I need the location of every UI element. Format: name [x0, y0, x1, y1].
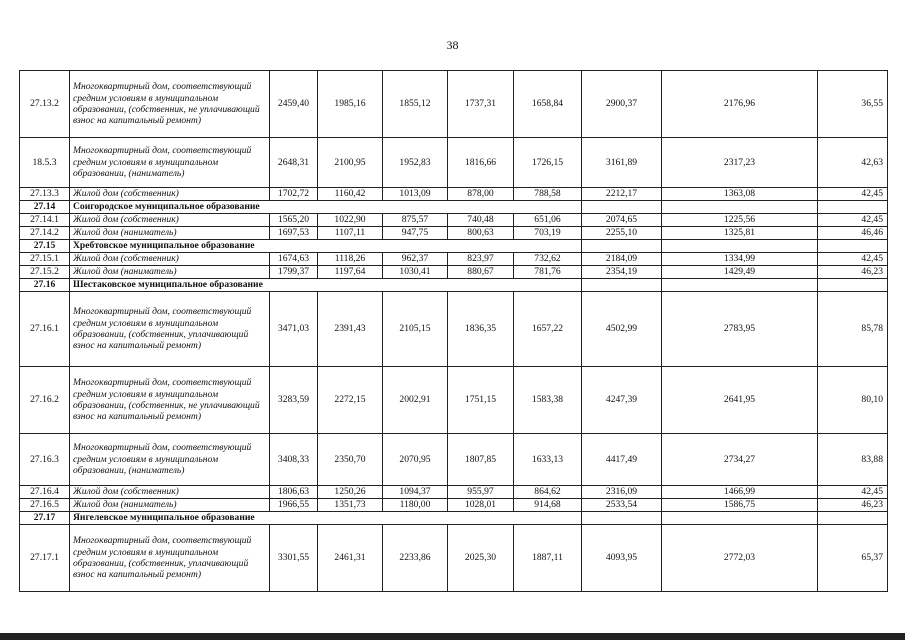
row-code: 27.16.3 [20, 434, 70, 486]
value-cell: 880,67 [448, 266, 514, 279]
value-cell: 3283,59 [270, 367, 318, 434]
empty-cell [662, 240, 818, 253]
value-cell: 4247,39 [582, 367, 662, 434]
table-row [20, 266, 888, 279]
row-code: 27.16.2 [20, 367, 70, 434]
empty-cell [662, 279, 818, 292]
value-cell: 1702,72 [270, 188, 318, 201]
value-cell: 703,19 [514, 227, 582, 240]
value-cell: 1363,08 [662, 188, 818, 201]
value-cell: 1674,63 [270, 253, 318, 266]
section-title: Шестаковское муниципальное образование [70, 279, 582, 292]
section-code: 27.16 [20, 279, 70, 292]
value-cell: 2354,19 [582, 266, 662, 279]
value-cell: 1225,56 [662, 214, 818, 227]
table-row [20, 367, 888, 434]
value-cell: 2648,31 [270, 138, 318, 188]
value-cell: 1751,15 [448, 367, 514, 434]
empty-cell [818, 512, 888, 525]
value-cell: 42,45 [818, 253, 888, 266]
section-row [20, 201, 888, 214]
value-cell: 2316,09 [582, 486, 662, 499]
value-cell: 1030,41 [383, 266, 448, 279]
value-cell: 1586,75 [662, 499, 818, 512]
value-cell: 1197,64 [318, 266, 383, 279]
value-cell: 1657,22 [514, 292, 582, 367]
value-cell: 878,00 [448, 188, 514, 201]
value-cell: 2255,10 [582, 227, 662, 240]
value-cell: 947,75 [383, 227, 448, 240]
value-cell: 2025,30 [448, 525, 514, 592]
value-cell: 1726,15 [514, 138, 582, 188]
value-cell: 1466,99 [662, 486, 818, 499]
empty-cell [662, 512, 818, 525]
row-description: Жилой дом (наниматель) [70, 266, 270, 279]
table-row [20, 253, 888, 266]
value-cell: 83,88 [818, 434, 888, 486]
value-cell: 875,57 [383, 214, 448, 227]
value-cell: 2350,70 [318, 434, 383, 486]
value-cell: 1160,42 [318, 188, 383, 201]
value-cell: 1351,73 [318, 499, 383, 512]
value-cell: 732,62 [514, 253, 582, 266]
value-cell: 2074,65 [582, 214, 662, 227]
row-code: 18.5.3 [20, 138, 70, 188]
value-cell: 2783,95 [662, 292, 818, 367]
value-cell: 1250,26 [318, 486, 383, 499]
section-code: 27.15 [20, 240, 70, 253]
value-cell: 823,97 [448, 253, 514, 266]
value-cell: 42,45 [818, 486, 888, 499]
empty-cell [582, 201, 662, 214]
empty-cell [582, 512, 662, 525]
section-code: 27.14 [20, 201, 70, 214]
row-description: Многоквартирный дом, соответствующий средним условиям в муниципальном образовании, (наниматель) [70, 138, 270, 188]
empty-cell [662, 201, 818, 214]
value-cell: 914,68 [514, 499, 582, 512]
row-description: Многоквартирный дом, соответствующий средним условиям в муниципальном образовании, (наниматель) [70, 434, 270, 486]
value-cell: 1836,35 [448, 292, 514, 367]
row-code: 27.15.2 [20, 266, 70, 279]
row-code: 27.16.4 [20, 486, 70, 499]
value-cell: 2233,86 [383, 525, 448, 592]
value-cell: 788,58 [514, 188, 582, 201]
row-code: 27.13.2 [20, 71, 70, 138]
value-cell: 1952,83 [383, 138, 448, 188]
row-code: 27.15.1 [20, 253, 70, 266]
empty-cell [582, 279, 662, 292]
value-cell: 1737,31 [448, 71, 514, 138]
row-description: Многоквартирный дом, соответствующий средним условиям в муниципальном образовании, (собственник, уплачивающий взнос на капитальный ремонт) [70, 525, 270, 592]
row-description: Жилой дом (собственник) [70, 214, 270, 227]
value-cell: 2212,17 [582, 188, 662, 201]
value-cell: 1022,90 [318, 214, 383, 227]
row-description: Жилой дом (собственник) [70, 253, 270, 266]
row-code: 27.16.1 [20, 292, 70, 367]
table-row [20, 486, 888, 499]
row-code: 27.16.5 [20, 499, 70, 512]
value-cell: 1429,49 [662, 266, 818, 279]
value-cell: 1855,12 [383, 71, 448, 138]
value-cell: 42,45 [818, 188, 888, 201]
value-cell: 1583,38 [514, 367, 582, 434]
value-cell: 1985,16 [318, 71, 383, 138]
value-cell: 864,62 [514, 486, 582, 499]
tariff-table [19, 70, 888, 592]
section-title: Соигородское муниципальное образование [70, 201, 582, 214]
value-cell: 1806,63 [270, 486, 318, 499]
section-title: Хребтовское муниципальное образование [70, 240, 582, 253]
value-cell: 3408,33 [270, 434, 318, 486]
table-row [20, 214, 888, 227]
value-cell: 65,37 [818, 525, 888, 592]
value-cell: 1325,81 [662, 227, 818, 240]
value-cell: 4093,95 [582, 525, 662, 592]
value-cell: 1799,37 [270, 266, 318, 279]
empty-cell [818, 279, 888, 292]
table-row [20, 71, 888, 138]
value-cell: 1094,37 [383, 486, 448, 499]
value-cell: 46,23 [818, 499, 888, 512]
section-title: Янгелевское муниципальное образование [70, 512, 582, 525]
value-cell: 2459,40 [270, 71, 318, 138]
row-code: 27.14.2 [20, 227, 70, 240]
section-row [20, 279, 888, 292]
value-cell: 2272,15 [318, 367, 383, 434]
section-row [20, 512, 888, 525]
value-cell: 800,63 [448, 227, 514, 240]
row-description: Многоквартирный дом, соответствующий средним условиям в муниципальном образовании, (собственник, не уплачивающий взнос на капитальный ремонт) [70, 367, 270, 434]
table-row [20, 525, 888, 592]
value-cell: 42,63 [818, 138, 888, 188]
value-cell: 2533,54 [582, 499, 662, 512]
table-row [20, 227, 888, 240]
value-cell: 2184,09 [582, 253, 662, 266]
row-description: Жилой дом (наниматель) [70, 499, 270, 512]
row-description: Многоквартирный дом, соответствующий средним условиям в муниципальном образовании, (собственник, уплачивающий взнос на капитальный ремонт) [70, 292, 270, 367]
value-cell: 3471,03 [270, 292, 318, 367]
value-cell: 2317,23 [662, 138, 818, 188]
value-cell: 2105,15 [383, 292, 448, 367]
value-cell: 1807,85 [448, 434, 514, 486]
value-cell: 1565,20 [270, 214, 318, 227]
value-cell: 1816,66 [448, 138, 514, 188]
value-cell: 3301,55 [270, 525, 318, 592]
value-cell: 2176,96 [662, 71, 818, 138]
value-cell: 2641,95 [662, 367, 818, 434]
value-cell: 1107,11 [318, 227, 383, 240]
value-cell: 2772,03 [662, 525, 818, 592]
value-cell: 2100,95 [318, 138, 383, 188]
value-cell: 781,76 [514, 266, 582, 279]
value-cell: 4417,49 [582, 434, 662, 486]
row-code: 27.14.1 [20, 214, 70, 227]
value-cell: 42,45 [818, 214, 888, 227]
value-cell: 46,23 [818, 266, 888, 279]
value-cell: 3161,89 [582, 138, 662, 188]
value-cell: 1697,53 [270, 227, 318, 240]
table-row [20, 188, 888, 201]
scan-edge-shadow [0, 633, 905, 640]
table-row [20, 138, 888, 188]
value-cell: 2070,95 [383, 434, 448, 486]
value-cell: 1887,11 [514, 525, 582, 592]
value-cell: 2002,91 [383, 367, 448, 434]
row-code: 27.13.3 [20, 188, 70, 201]
value-cell: 2734,27 [662, 434, 818, 486]
row-description: Многоквартирный дом, соответствующий средним условиям в муниципальном образовании, (собственник, не уплачивающий взнос на капитальный ремонт) [70, 71, 270, 138]
value-cell: 36,55 [818, 71, 888, 138]
value-cell: 2900,37 [582, 71, 662, 138]
value-cell: 955,97 [448, 486, 514, 499]
empty-cell [818, 201, 888, 214]
empty-cell [818, 240, 888, 253]
value-cell: 2461,31 [318, 525, 383, 592]
value-cell: 1966,55 [270, 499, 318, 512]
page-number: 38 [446, 38, 459, 52]
value-cell: 85,78 [818, 292, 888, 367]
value-cell: 740,48 [448, 214, 514, 227]
empty-cell [582, 240, 662, 253]
value-cell: 651,06 [514, 214, 582, 227]
value-cell: 46,46 [818, 227, 888, 240]
value-cell: 962,37 [383, 253, 448, 266]
table-row [20, 499, 888, 512]
value-cell: 80,10 [818, 367, 888, 434]
value-cell: 1118,26 [318, 253, 383, 266]
row-code: 27.17.1 [20, 525, 70, 592]
value-cell: 1180,00 [383, 499, 448, 512]
value-cell: 1013,09 [383, 188, 448, 201]
row-description: Жилой дом (собственник) [70, 486, 270, 499]
value-cell: 1028,01 [448, 499, 514, 512]
table-row [20, 292, 888, 367]
row-description: Жилой дом (наниматель) [70, 227, 270, 240]
row-description: Жилой дом (собственник) [70, 188, 270, 201]
section-code: 27.17 [20, 512, 70, 525]
value-cell: 4502,99 [582, 292, 662, 367]
value-cell: 1658,84 [514, 71, 582, 138]
table-row [20, 434, 888, 486]
value-cell: 1633,13 [514, 434, 582, 486]
value-cell: 2391,43 [318, 292, 383, 367]
value-cell: 1334,99 [662, 253, 818, 266]
section-row [20, 240, 888, 253]
